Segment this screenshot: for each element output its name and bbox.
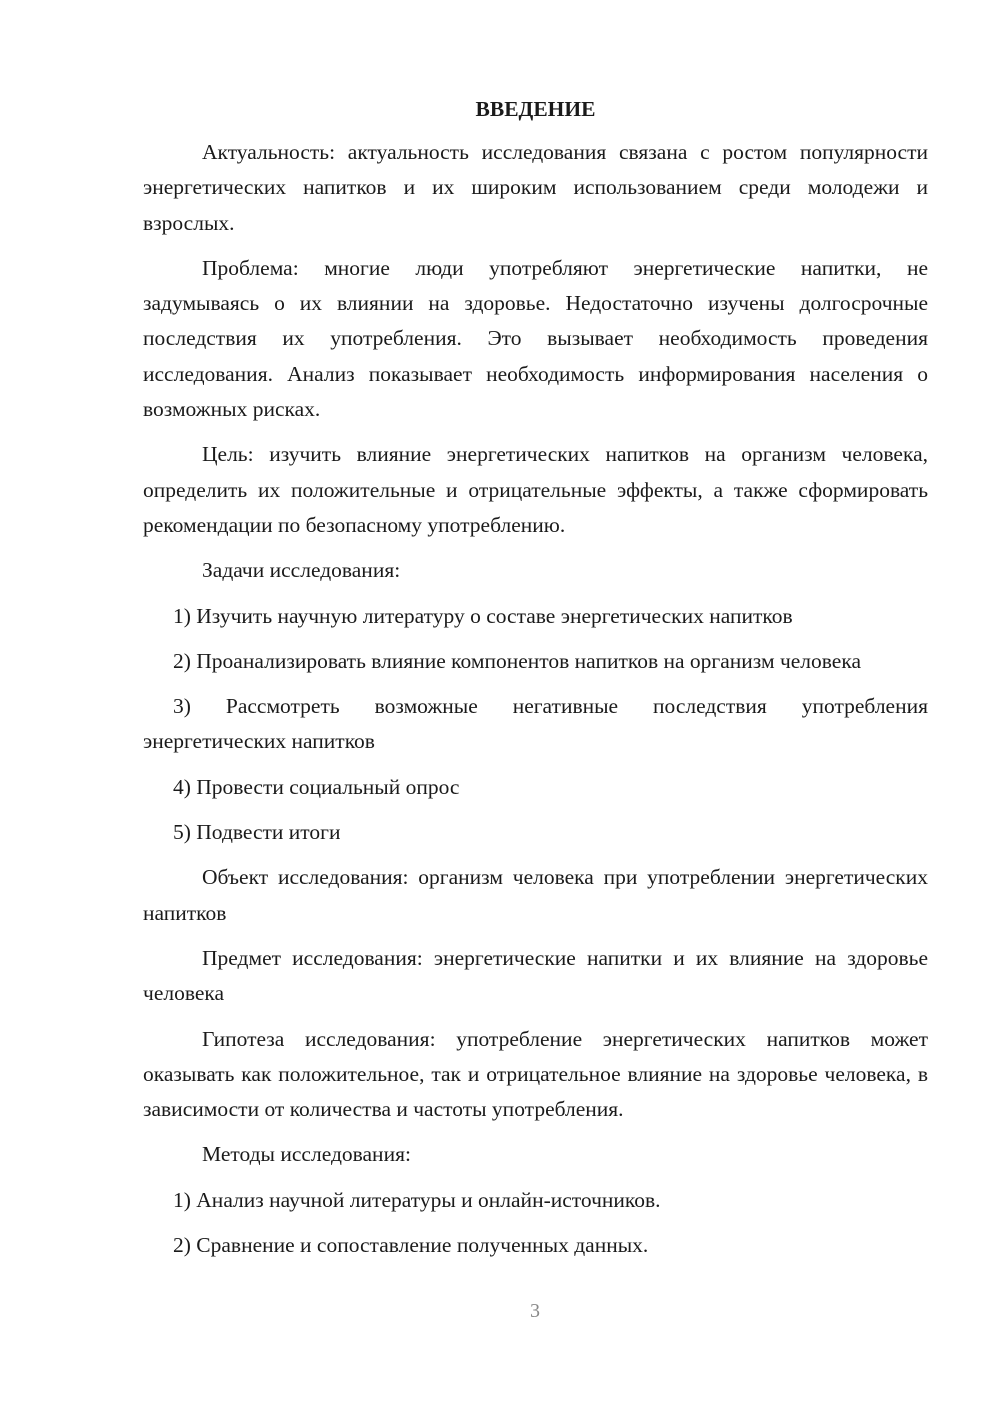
task-item: 3) Рассмотреть возможные негативные последствия употребления энергетических напитков <box>143 694 928 754</box>
method-item: 2) Сравнение и сопоставление полученных данных. <box>173 1233 649 1258</box>
tasks-heading: Задачи исследования: <box>202 558 401 583</box>
method-item: 1) Анализ научной литературы и онлайн-источников. <box>173 1187 661 1212</box>
paragraph-subject: Предмет исследования: энергетические напитки и их влияние на здоровье человека <box>143 945 928 1006</box>
document-page <box>143 92 928 1273</box>
paragraph-hypothesis: Гипотеза исследования: употребление энергетических напитков может оказывать как положительное, так и отрицательное влияние на здоровье человека, в зависимости от количества и частоты употребления. <box>143 1026 928 1122</box>
task-item: 1) Изучить научную литературу о составе энергетических напитков <box>173 603 793 628</box>
page-number: 3 <box>530 1300 540 1322</box>
paragraph-object: Объект исследования: организм человека при употреблении энергетических напитков <box>143 865 928 925</box>
methods-heading: Методы исследования: <box>202 1142 411 1167</box>
task-item: 5) Подвести итоги <box>173 820 341 845</box>
task-item: 4) Провести социальный опрос <box>173 774 460 799</box>
paragraph-relevance: Актуальность: актуальность исследования связана с ростом популярности энергетических напитков и их широким использованием среди молодежи и взрослых. <box>143 140 928 235</box>
paragraph-problem: Проблема: многие люди употребляют энергетические напитки, не задумываясь о их влиянии на здоровье. Недостаточно изучены долгосрочные последствия их употребления. Это вызывает необходимость проведения исследования. Анализ показывает необходимость информирования населения о возможных рисках. <box>143 255 928 422</box>
task-item: 2) Проанализировать влияние компонентов напитков на организм человека <box>173 648 862 673</box>
paragraph-goal: Цель: изучить влияние энергетических напитков на организм человека, определить их положительные и отрицательные эффекты, а также сформировать рекомендации по безопасному употреблению. <box>143 442 928 537</box>
section-title: ВВЕДЕНИЕ <box>475 97 596 121</box>
